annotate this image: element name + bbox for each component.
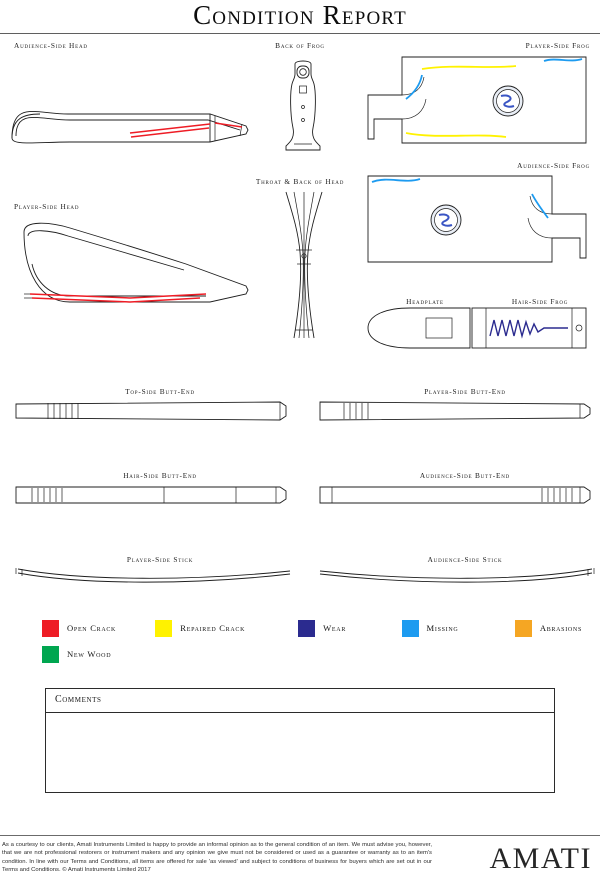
caption-headplate: Headplate — [406, 297, 444, 306]
caption-audience-side-frog: Audience-Side Frog — [517, 161, 590, 170]
swatch-wear-icon — [298, 620, 315, 637]
comments-title: Comments — [55, 694, 102, 705]
diagram-player-side-butt-end — [318, 398, 596, 424]
footer-divider — [0, 835, 600, 836]
diagram-audience-side-head — [10, 52, 250, 147]
caption-hair-side-frog: Hair-Side Frog — [511, 297, 569, 306]
title-divider — [0, 33, 600, 34]
caption-top-side-butt-end: Top-Side Butt-End — [125, 387, 195, 396]
diagram-hair-side-frog — [470, 306, 588, 352]
legend-item-abrasions — [515, 620, 582, 637]
diagram-player-side-head — [10, 212, 250, 307]
comments-box[interactable] — [45, 688, 555, 793]
swatch-repaired-crack-icon — [155, 620, 172, 637]
comments-header — [46, 689, 554, 713]
diagram-audience-side-stick — [318, 563, 596, 585]
legend-label-repaired-crack: Repaired Crack — [180, 623, 246, 633]
swatch-new-wood-icon — [42, 646, 59, 663]
diagram-player-side-stick — [14, 563, 292, 585]
swatch-open-crack-icon — [42, 620, 59, 637]
caption-player-side-stick: Player-Side Stick — [126, 555, 194, 564]
diagram-audience-side-butt-end — [318, 482, 596, 508]
caption-player-side-frog: Player-Side Frog — [525, 41, 590, 50]
swatch-abrasions-icon — [515, 620, 532, 637]
caption-back-of-frog: Back of Frog — [275, 41, 325, 50]
brand-logo: AMATI — [489, 842, 592, 875]
comments-value[interactable] — [55, 718, 545, 787]
legend-label-new-wood: New Wood — [67, 649, 112, 659]
legend-label-missing: Missing — [426, 623, 459, 633]
legend-item-wear — [298, 620, 401, 637]
caption-audience-side-stick: Audience-Side Stick — [427, 555, 503, 564]
diagram-back-of-frog — [282, 58, 324, 153]
legend-label-open-crack: Open Crack — [67, 623, 117, 633]
page-title: Condition Report — [193, 0, 407, 30]
diagram-audience-side-frog — [366, 174, 588, 266]
legend — [42, 615, 582, 667]
diagram-player-side-frog — [366, 55, 588, 147]
caption-player-side-butt-end: Player-Side Butt-End — [424, 387, 506, 396]
legend-item-new-wood — [42, 646, 111, 663]
diagram-throat-back-of-head — [282, 190, 326, 342]
caption-throat-back-of-head: Throat & Back of Head — [255, 177, 345, 186]
legend-label-abrasions: Abrasions — [539, 623, 582, 633]
caption-audience-side-butt-end: Audience-Side Butt-End — [419, 471, 511, 480]
caption-audience-side-head: Audience-Side Head — [14, 41, 88, 50]
caption-player-side-head: Player-Side Head — [14, 202, 80, 211]
legend-item-missing — [402, 620, 515, 637]
legend-label-wear: Wear — [323, 623, 347, 633]
footer-disclaimer: As a courtesy to our clients, Amati Instruments Limited is happy to provide an informal opinion as to the general condition of an item. We must advise you, however, that we are not professional restorers or instrument makers and any opinion we give must not be considered or used as a guarantee or warranty as to an item's condition. In line with our Terms and Conditions, all items are offered for sale 'as viewed' and subject to conditions of business for buyers which are set out in our Terms and Conditions. © Amati Instruments Limited 2017 — [2, 842, 432, 873]
diagram-top-side-butt-end — [14, 398, 292, 424]
legend-row-2 — [42, 641, 582, 667]
diagram-headplate — [366, 306, 476, 352]
legend-row-1 — [42, 615, 582, 641]
diagram-hair-side-butt-end — [14, 482, 292, 508]
legend-item-open-crack — [42, 620, 155, 637]
caption-hair-side-butt-end: Hair-Side Butt-End — [123, 471, 197, 480]
swatch-missing-icon — [402, 620, 419, 637]
legend-item-repaired-crack — [155, 620, 298, 637]
